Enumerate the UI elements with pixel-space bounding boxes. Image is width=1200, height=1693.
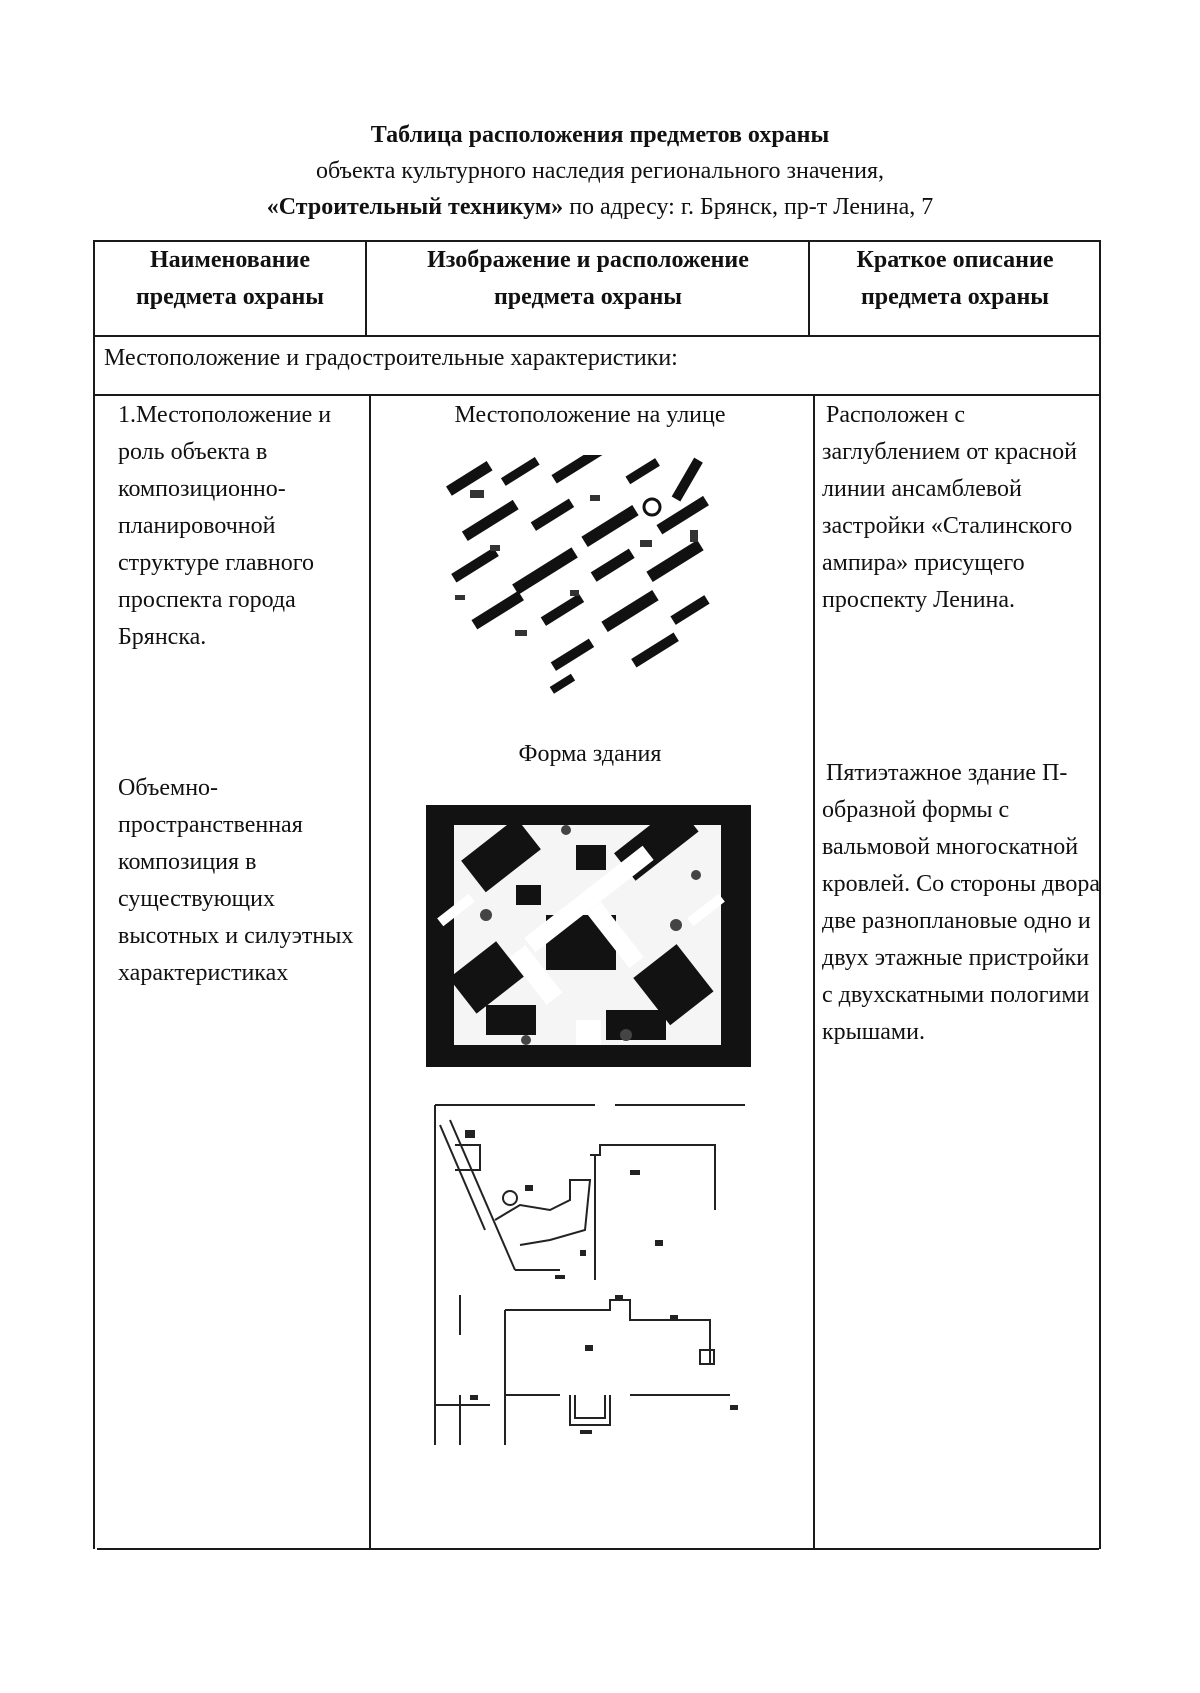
document-subtitle-line2 [100, 192, 1100, 222]
object-address: по адресу: г. Брянск, пр-т Ленина, 7 [563, 194, 934, 220]
row1-description: Расположен с заглублением от красной линии ансамблевой застройки «Сталинского ампира» присущего проспекту Ленина. [822, 402, 1078, 613]
table-header-bottom [93, 335, 1101, 337]
table-border-left [93, 240, 95, 1549]
row2-description: Пятиэтажное здание П-образной формы с вальмовой многоскатной кровлей. Со стороны двора две разноплановые одно и двух этажные пристройки с двухскатными пологими крышами. [822, 760, 1100, 1045]
header-description: Краткое описание предмета охраны [856, 247, 1054, 310]
object-name: «Строительный техникум» [266, 194, 564, 220]
row2-image-caption: Форма здания [518, 741, 662, 767]
section-row-label: Местоположение и градостроительные характеристики: [104, 345, 678, 371]
street-location-aerial-image [440, 455, 740, 700]
table-column-divider-1 [369, 395, 371, 1549]
table-column-divider-2 [813, 395, 815, 1549]
document-subtitle-line1: объекта культурного наследия регионального значения, [315, 158, 885, 184]
header-image: Изображение и расположение предмета охраны [427, 247, 749, 310]
table-column-divider-1-header [365, 240, 367, 336]
building-form-aerial-photo [426, 805, 751, 1067]
row1-name: 1.Местоположение и роль объекта в композиционно-планировочной структуре главного проспекта города Брянска. [118, 402, 332, 650]
document-title: Таблица расположения предметов охраны [370, 122, 830, 148]
table-border-bottom [97, 1548, 1099, 1550]
row2-name: Объемно-пространственная композиция в существующих высотных и силуэтных характеристиках [118, 775, 354, 986]
table-section-bottom [93, 394, 1101, 396]
row1-image-caption: Местоположение на улице [454, 402, 726, 428]
table-column-divider-2-header [808, 240, 810, 336]
header-name: Наименование предмета охраны [135, 247, 325, 310]
site-plan-drawing [430, 1100, 755, 1445]
